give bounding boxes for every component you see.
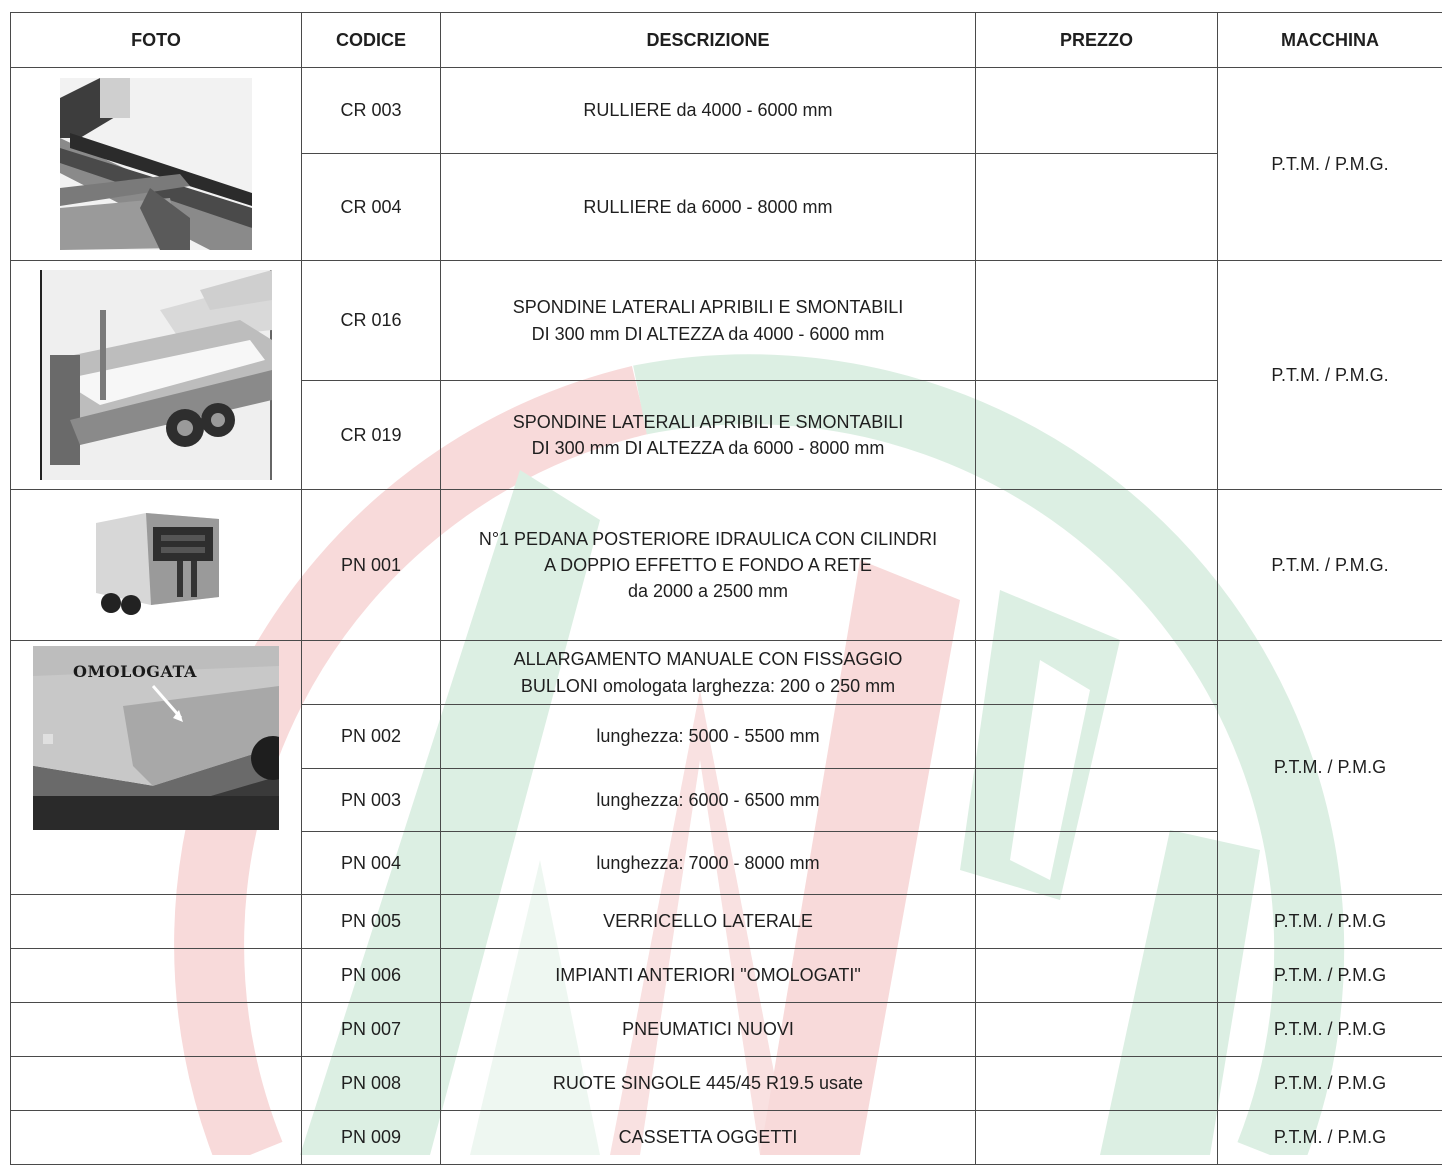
widening-photo xyxy=(33,646,279,830)
photo-cell xyxy=(11,261,302,490)
header-foto: FOTO xyxy=(11,13,302,68)
prezzo-cell xyxy=(976,381,1218,490)
prezzo-cell xyxy=(976,705,1218,769)
descrizione-cell: RUOTE SINGOLE 445/45 R19.5 usate xyxy=(441,1057,976,1111)
photo-cell xyxy=(11,1111,302,1165)
photo-cell xyxy=(11,490,302,641)
header-prezzo: PREZZO xyxy=(976,13,1218,68)
macchina-cell: P.T.M. / P.M.G xyxy=(1218,1111,1442,1165)
table-row xyxy=(11,1057,1442,1111)
prezzo-cell xyxy=(976,1057,1218,1111)
macchina-cell: P.T.M. / P.M.G xyxy=(1218,1003,1442,1057)
descrizione-line: BULLONI omologata larghezza: 200 o 250 mm xyxy=(447,673,969,699)
macchina-cell: P.T.M. / P.M.G xyxy=(1218,641,1442,895)
descrizione-cell xyxy=(441,490,976,641)
codice-cell: CR 019 xyxy=(302,381,441,490)
codice-cell: PN 006 xyxy=(302,949,441,1003)
codice-cell: CR 004 xyxy=(302,154,441,261)
descrizione-cell: lunghezza: 7000 - 8000 mm xyxy=(441,832,976,895)
macchina-cell: P.T.M. / P.M.G xyxy=(1218,895,1442,949)
table-row xyxy=(11,949,1442,1003)
codice-cell: PN 002 xyxy=(302,705,441,769)
photo-cell xyxy=(11,641,302,895)
descrizione-line: ALLARGAMENTO MANUALE CON FISSAGGIO xyxy=(447,646,969,672)
prezzo-cell xyxy=(976,1111,1218,1165)
descrizione-cell: VERRICELLO LATERALE xyxy=(441,895,976,949)
codice-cell: PN 008 xyxy=(302,1057,441,1111)
header-codice: CODICE xyxy=(302,13,441,68)
prezzo-cell xyxy=(976,895,1218,949)
descrizione-line: SPONDINE LATERALI APRIBILI E SMONTABILI xyxy=(447,294,969,320)
macchina-cell: P.T.M. / P.M.G. xyxy=(1218,68,1442,261)
roller-conveyor-photo xyxy=(60,78,252,250)
table-row xyxy=(11,895,1442,949)
photo-cell xyxy=(11,1057,302,1111)
prezzo-cell xyxy=(976,1003,1218,1057)
rear-platform-photo xyxy=(91,505,221,625)
header-row xyxy=(11,13,1442,68)
table-row xyxy=(11,68,1442,154)
descrizione-cell: PNEUMATICI NUOVI xyxy=(441,1003,976,1057)
header-macchina: MACCHINA xyxy=(1218,13,1442,68)
descrizione-line: da 2000 a 2500 mm xyxy=(447,578,969,604)
descrizione-cell: CASSETTA OGGETTI xyxy=(441,1111,976,1165)
codice-cell: PN 004 xyxy=(302,832,441,895)
macchina-cell: P.T.M. / P.M.G xyxy=(1218,949,1442,1003)
photo-cell xyxy=(11,68,302,261)
photo-cell xyxy=(11,895,302,949)
prezzo-cell xyxy=(976,832,1218,895)
table-row xyxy=(11,490,1442,641)
photo-cell xyxy=(11,949,302,1003)
prezzo-cell xyxy=(976,641,1218,705)
codice-cell xyxy=(302,641,441,705)
descrizione-cell xyxy=(441,261,976,381)
table-row xyxy=(11,1003,1442,1057)
price-table xyxy=(10,12,1442,1165)
codice-cell: CR 016 xyxy=(302,261,441,381)
photo-cell xyxy=(11,1003,302,1057)
descrizione-line: SPONDINE LATERALI APRIBILI E SMONTABILI xyxy=(447,409,969,435)
codice-cell: PN 005 xyxy=(302,895,441,949)
header-descrizione: DESCRIZIONE xyxy=(441,13,976,68)
codice-cell: PN 003 xyxy=(302,769,441,832)
macchina-cell: P.T.M. / P.M.G xyxy=(1218,1057,1442,1111)
table-row xyxy=(11,261,1442,381)
photo-label: OMOLOGATA xyxy=(73,660,197,683)
macchina-cell: P.T.M. / P.M.G. xyxy=(1218,490,1442,641)
table-row xyxy=(11,641,1442,705)
descrizione-line: A DOPPIO EFFETTO E FONDO A RETE xyxy=(447,552,969,578)
prezzo-cell xyxy=(976,68,1218,154)
descrizione-line: DI 300 mm DI ALTEZZA da 4000 - 6000 mm xyxy=(447,321,969,347)
codice-cell: PN 009 xyxy=(302,1111,441,1165)
descrizione-cell: IMPIANTI ANTERIORI "OMOLOGATI" xyxy=(441,949,976,1003)
descrizione-line: DI 300 mm DI ALTEZZA da 6000 - 8000 mm xyxy=(447,435,969,461)
descrizione-cell xyxy=(441,381,976,490)
prezzo-cell xyxy=(976,490,1218,641)
descrizione-cell: RULLIERE da 4000 - 6000 mm xyxy=(441,68,976,154)
codice-cell: CR 003 xyxy=(302,68,441,154)
prezzo-cell xyxy=(976,769,1218,832)
descrizione-cell: lunghezza: 6000 - 6500 mm xyxy=(441,769,976,832)
descrizione-line: N°1 PEDANA POSTERIORE IDRAULICA CON CILINDRI xyxy=(447,526,969,552)
trailer-sides-photo xyxy=(40,270,272,480)
prezzo-cell xyxy=(976,949,1218,1003)
prezzo-cell xyxy=(976,261,1218,381)
descrizione-cell xyxy=(441,641,976,705)
prezzo-cell xyxy=(976,154,1218,261)
descrizione-cell: RULLIERE da 6000 - 8000 mm xyxy=(441,154,976,261)
codice-cell: PN 001 xyxy=(302,490,441,641)
table-row xyxy=(11,1111,1442,1165)
codice-cell: PN 007 xyxy=(302,1003,441,1057)
descrizione-cell: lunghezza: 5000 - 5500 mm xyxy=(441,705,976,769)
macchina-cell: P.T.M. / P.M.G. xyxy=(1218,261,1442,490)
